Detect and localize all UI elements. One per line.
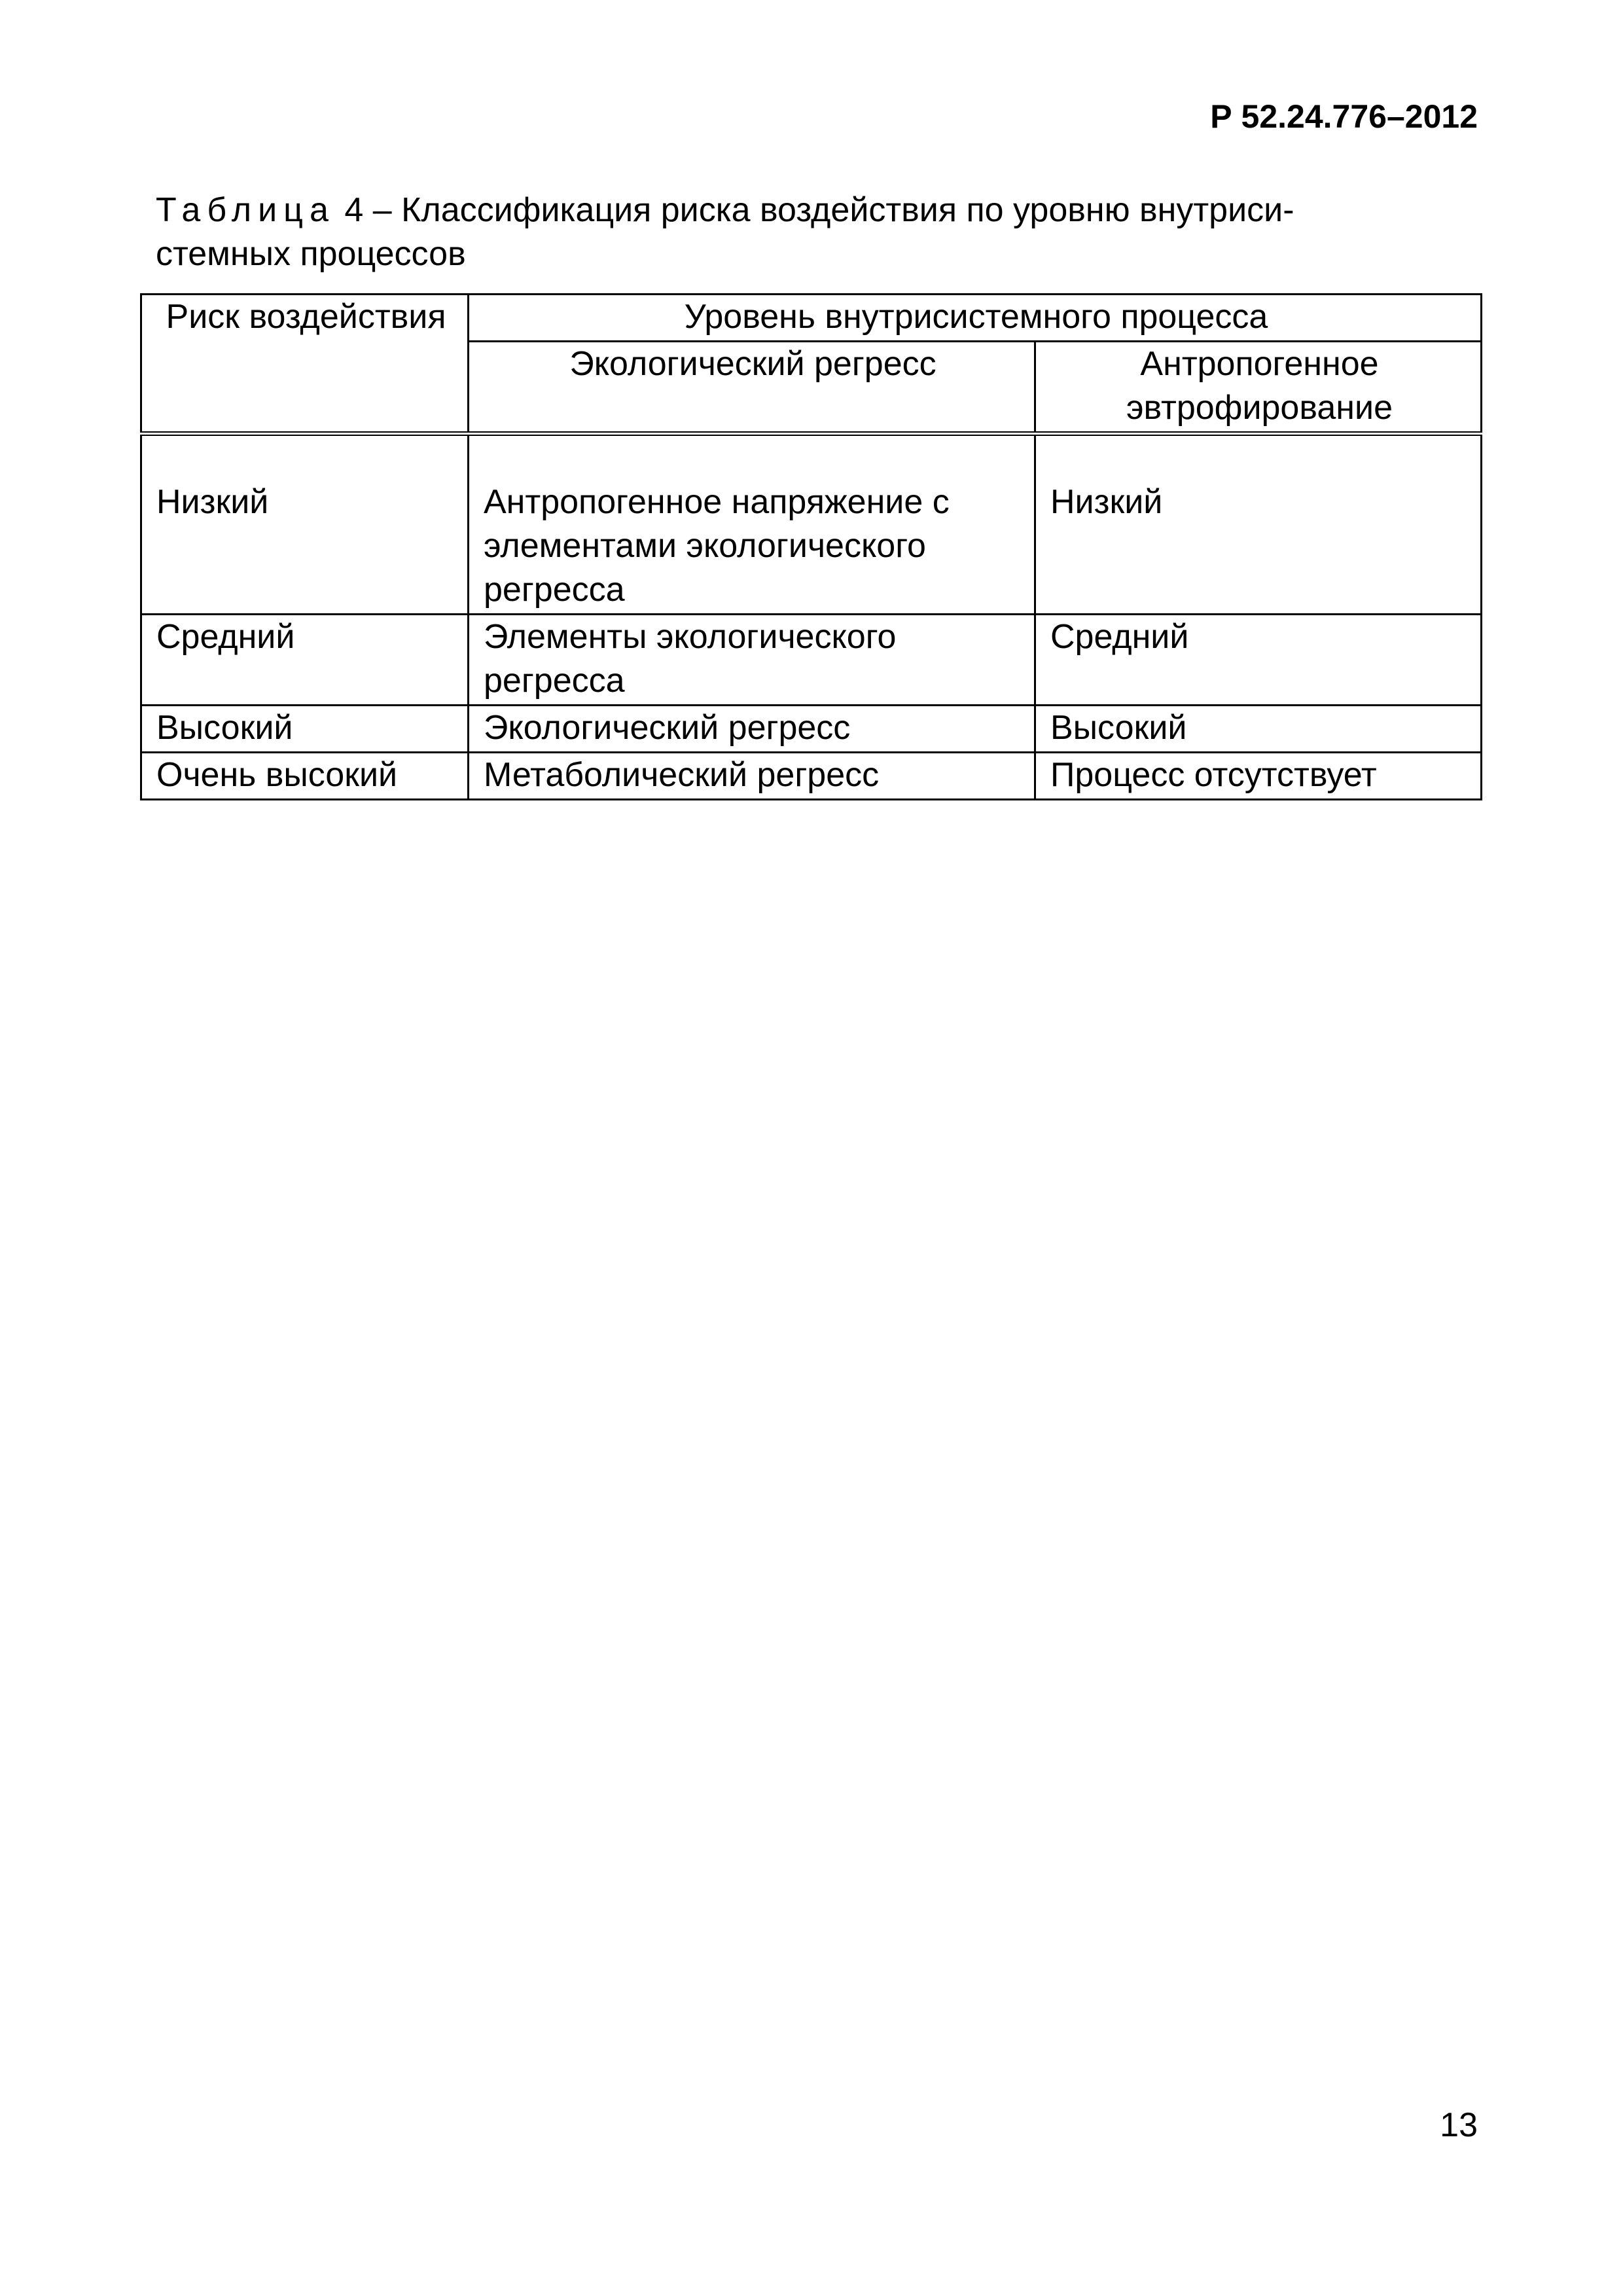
regress-cell: Элементы экологического регресса — [469, 615, 1035, 706]
table-caption-text-line2: стемных процессов — [156, 235, 466, 273]
table-row — [141, 615, 1482, 706]
risk-cell: Низкий — [141, 434, 469, 615]
table-header-row — [141, 295, 1482, 342]
header-level-group-cell: Уровень внутрисистемного процесса — [469, 295, 1482, 342]
regress-cell: Метаболический регресс — [469, 753, 1035, 800]
table-row — [141, 434, 1482, 615]
eutrophication-cell: Низкий — [1035, 434, 1482, 615]
header-risk-cell: Риск воздействия — [141, 295, 469, 434]
risk-cell: Очень высокий — [141, 753, 469, 800]
header-eutrophication-cell: Антропогенное эвтрофирование — [1035, 342, 1482, 434]
risk-cell: Средний — [141, 615, 469, 706]
document-code: Р 52.24.776–2012 — [1210, 98, 1478, 135]
page-number: 13 — [1440, 2106, 1478, 2144]
risk-cell: Высокий — [141, 706, 469, 753]
header-regress-cell: Экологический регресс — [469, 342, 1035, 434]
regress-cell: Антропогенное напряжение с элементами экологического регресса — [469, 434, 1035, 615]
eutrophication-cell: Средний — [1035, 615, 1482, 706]
eutrophication-cell: Высокий — [1035, 706, 1482, 753]
eutrophication-cell: Процесс отсутствует — [1035, 753, 1482, 800]
regress-cell: Экологический регресс — [469, 706, 1035, 753]
table-caption-text-line1: 4 – Классификация риска воздействия по уровню внутриси- — [334, 191, 1294, 229]
table-caption-label: Таблица — [156, 191, 335, 229]
table-caption — [156, 188, 1478, 276]
risk-classification-table — [140, 293, 1482, 800]
table-row — [141, 753, 1482, 800]
table-row — [141, 706, 1482, 753]
